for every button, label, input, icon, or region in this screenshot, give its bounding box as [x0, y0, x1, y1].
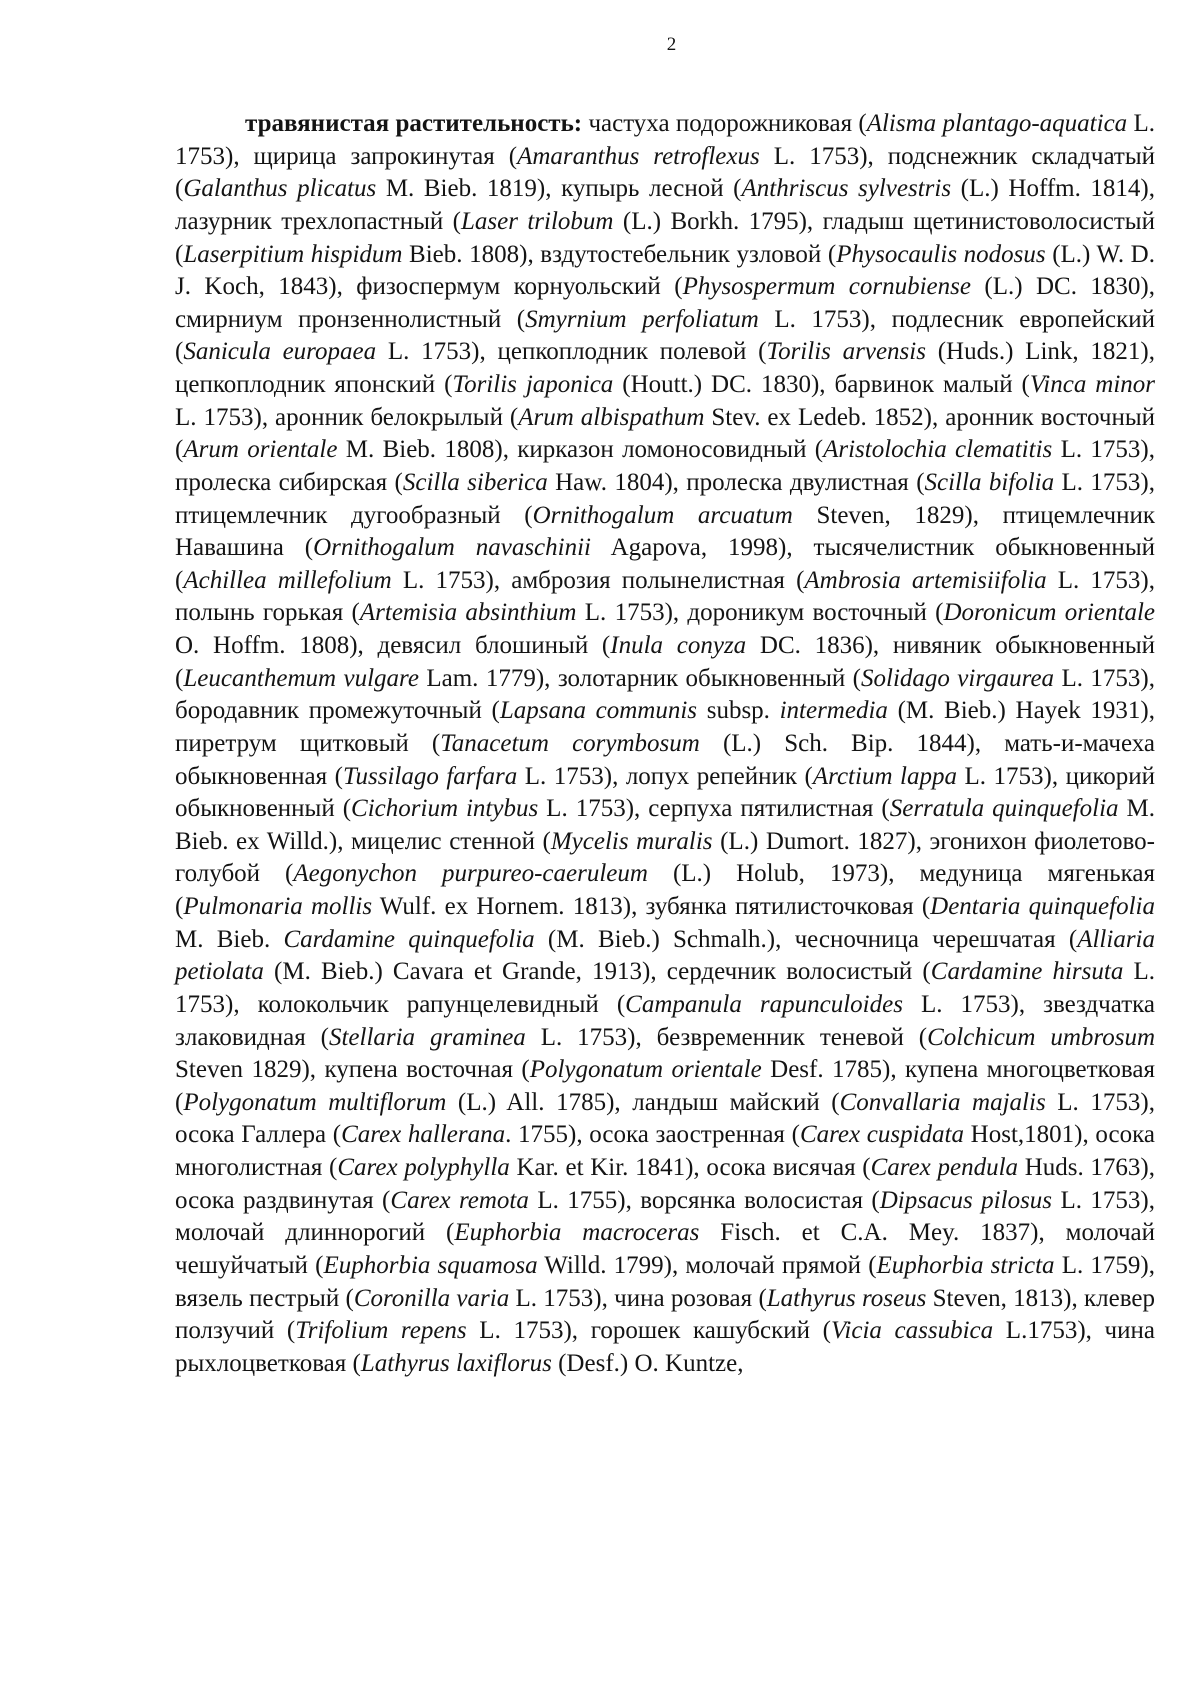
text-run: M. Bieb. 1819), купырь лесной ( — [376, 175, 742, 203]
species-latin-name: Carex remota — [390, 1186, 529, 1214]
text-run: L. 1753), щирица запрокинутая ( — [175, 110, 1155, 170]
species-latin-name: Artemisia absinthium — [359, 599, 577, 627]
species-latin-name: Euphorbia macroceras — [454, 1219, 700, 1247]
text-run: (L.) All. 1785), ландыш майский ( — [446, 1088, 840, 1116]
species-latin-name: Doronicum orientale — [943, 599, 1155, 627]
species-latin-name: Achillea millefolium — [183, 566, 392, 594]
text-run: L. 1753), птицемлечник дугообразный ( — [175, 468, 1155, 529]
species-latin-name: Galanthus plicatus — [183, 175, 377, 203]
species-latin-name: Ambrosia artemisiifolia — [804, 566, 1047, 594]
text-run: DC. 1836), нивяник обыкновенный ( — [175, 632, 1155, 692]
text-run: (M. Bieb.) Cavara et Grande, 1913), сердечник волосистый ( — [263, 958, 931, 986]
text-run: L. 1753), подснежник складчатый ( — [175, 142, 1156, 203]
text-run: Steven, 1813), клевер ползучий ( — [175, 1284, 1155, 1345]
species-latin-name: Anthriscus sylvestris — [741, 175, 952, 203]
text-run: (L.) Hoffm. 1814), лазурник трехлопастный ( — [175, 175, 1155, 235]
species-latin-name: Arctium lappa — [812, 762, 957, 790]
species-latin-name: Physospermum cornubiense — [682, 273, 971, 301]
species-latin-name: Alliaria petiolata — [175, 925, 1156, 986]
text-run: Fisch. et C.A. Mey. 1837), молочай чешуйчатый ( — [175, 1219, 1155, 1279]
text-run: (L.) Sch. Bip. 1844), мать-и-мачеха обыкновенная ( — [175, 729, 1155, 790]
text-run: Wulf. ex Hornem. 1813), зубянка пятилисточковая ( — [372, 893, 931, 920]
text-run: Steven 1829), купена восточная ( — [175, 1056, 530, 1084]
species-latin-name: Stellaria graminea — [328, 1023, 526, 1051]
text-run: M. Bieb. — [175, 925, 284, 953]
species-latin-name: Carex cuspidata — [799, 1121, 964, 1149]
text-run: Host,1801), осока многолистная ( — [175, 1121, 1155, 1181]
species-latin-name: Vicia cassubica — [830, 1317, 994, 1345]
text-run: L. 1753), звездчатка злаковидная ( — [175, 990, 1155, 1051]
text-run: Lam. 1779), золотарник обыкновенный ( — [418, 664, 861, 692]
species-latin-name: Lapsana communis — [499, 697, 698, 725]
text-run: L. 1753), безвременник теневой ( — [525, 1023, 928, 1051]
species-latin-name: Arum orientale — [183, 436, 338, 464]
species-latin-name: Lathyrus roseus — [766, 1284, 927, 1312]
species-latin-name: Serratula quinquefolia — [889, 795, 1119, 823]
text-run: Desf. 1785), купена многоцветковая ( — [175, 1056, 1155, 1116]
text-run: L. 1753), цепкоплодник полевой ( — [376, 338, 767, 366]
text-run: L. 1755), ворсянка волосистая ( — [528, 1186, 880, 1214]
species-latin-name: Tanacetum corymbosum — [440, 729, 700, 757]
text-run: L. 1753), пролеска сибирская ( — [175, 436, 1155, 496]
text-run: L. 1753), аронник белокрылый ( — [175, 403, 519, 431]
text-run: частуха подорожниковая ( — [582, 110, 867, 137]
species-latin-name: Trifolium repens — [295, 1317, 467, 1345]
species-latin-name: Carex pendula — [870, 1154, 1019, 1181]
species-latin-name: Polygonatum orientale — [529, 1056, 762, 1084]
species-latin-name: Dipsacus pilosus — [879, 1186, 1053, 1214]
text-run: (L.) Borkh. 1795), гладыш щетинистоволосистый ( — [175, 207, 1155, 268]
text-run: M. Bieb. 1808), кирказон ломоносовидный ( — [337, 436, 824, 464]
species-latin-name: Mycelis muralis — [550, 827, 713, 855]
text-run: L. 1753), амброзия полынелистная ( — [391, 566, 805, 594]
paragraph-heading: травянистая растительность: — [245, 110, 583, 137]
text-run: Steven, 1829), птицемлечник Навашина ( — [175, 501, 1156, 562]
text-run: L. 1753), подлесник европейский ( — [175, 305, 1155, 366]
text-run: (M. Bieb.) Hayek 1931), пиретрум щитковый ( — [175, 697, 1155, 757]
text-run: L.1753), чина рыхлоцветковая ( — [175, 1317, 1155, 1377]
species-latin-name: Laser trilobum — [460, 207, 614, 235]
species-latin-name: Cichorium intybus — [351, 795, 539, 823]
text-run: Bieb. 1808), вздутостебельник узловой ( — [402, 240, 837, 268]
species-latin-name: Aristolochia clematitis — [823, 436, 1053, 464]
species-latin-name: Carex hallerana — [341, 1121, 506, 1149]
species-latin-name: Carex polyphylla — [337, 1154, 510, 1181]
text-run: L. 1753), серпуха пятилистная ( — [538, 795, 890, 823]
text-run: L. 1753), цикорий обыкновенный ( — [175, 762, 1155, 823]
text-run: Huds. 1763), осока раздвинутая ( — [175, 1154, 1156, 1214]
text-run: Willd. 1799), молочай прямой ( — [537, 1251, 877, 1279]
text-run: subsp. — [697, 697, 780, 725]
text-run: Kar. et Kir. 1841), осока висячая ( — [509, 1154, 871, 1181]
text-run: L. 1753), молочай длиннорогий ( — [175, 1186, 1155, 1247]
body-paragraph — [175, 108, 1155, 1380]
text-run: L. 1759), вязель пестрый ( — [175, 1251, 1155, 1312]
text-run: (Huds.) Link, 1821), цепкоплодник японский ( — [175, 338, 1155, 398]
species-latin-name: Coronilla varia — [353, 1284, 510, 1312]
text-run: L. 1753), чина розовая ( — [509, 1284, 767, 1312]
species-latin-name: Physocaulis nodosus — [836, 240, 1046, 268]
species-latin-name: Cardamine hirsuta — [930, 958, 1124, 986]
species-latin-name: Alisma plantago-aquatica — [866, 110, 1128, 137]
text-run: L. 1753), бородавник промежуточный ( — [175, 664, 1155, 725]
species-latin-name: Arum albispathum — [518, 403, 705, 431]
species-latin-name: Torilis arvensis — [766, 338, 926, 366]
text-run: M. Bieb. ex Willd.), мицелис стенной ( — [175, 795, 1155, 855]
species-latin-name: Dentaria quinquefolia — [930, 893, 1155, 920]
text-run: O. Hoffm. 1808), девясил блошиный ( — [175, 632, 611, 659]
species-latin-name: Scilla siberica — [402, 468, 548, 496]
species-latin-name: Vinca minor — [1029, 371, 1155, 398]
text-run: L. 1753), колокольчик рапунцелевидный ( — [175, 958, 1156, 1018]
text-run: L. 1753), дороникум восточный ( — [576, 599, 944, 627]
text-run: Stev. ex Ledeb. 1852), аронник восточный ( — [175, 403, 1156, 464]
species-latin-name: Polygonatum multiflorum — [183, 1088, 447, 1116]
species-latin-name: Euphorbia squamosa — [323, 1251, 538, 1279]
text-run: (Desf.) O. Kuntze, — [551, 1349, 744, 1377]
species-latin-name: Lathyrus laxiflorus — [360, 1349, 552, 1377]
species-latin-name: Sanicula europaea — [183, 338, 377, 366]
species-latin-name: Smyrnium perfoliatum — [525, 305, 759, 333]
text-run: Agapova, 1998), тысячелистник обыкновенный ( — [175, 534, 1155, 594]
text-run: Haw. 1804), пролеска двулистная ( — [547, 468, 925, 496]
species-latin-name: Ornithogalum arcuatum — [532, 501, 793, 529]
species-latin-name: intermedia — [779, 697, 888, 725]
text-run: (L.) Dumort. 1827), эгонихон фиолетово-голубой ( — [175, 827, 1156, 888]
text-run: (L.) W. D. J. Koch, 1843), физоспермум корнуольский ( — [175, 240, 1155, 301]
text-run: (L.) Holub, 1973), медуница мягенькая ( — [175, 860, 1156, 920]
text-run: L. 1753), лопух репейник ( — [517, 762, 813, 790]
species-latin-name: Campanula rapunculoides — [625, 990, 903, 1018]
species-latin-name: Laserpitium hispidum — [183, 240, 403, 268]
species-latin-name: Tussilago farfara — [342, 762, 518, 790]
species-latin-name: Cardamine quinquefolia — [283, 925, 535, 953]
species-latin-name: Solidago virgaurea — [861, 664, 1055, 692]
text-run: (L.) DC. 1830), смирниум пронзеннолистный ( — [175, 273, 1155, 333]
species-latin-name: Aegonychon purpureo-caeruleum — [293, 860, 648, 888]
species-latin-name: Colchicum umbrosum — [927, 1023, 1155, 1051]
species-latin-name: Amaranthus retroflexus — [517, 142, 760, 170]
text-run: L. 1753), полынь горькая ( — [175, 566, 1155, 627]
text-run: . 1755), осока заостренная ( — [505, 1121, 800, 1149]
species-latin-name: Convallaria majalis — [839, 1088, 1046, 1116]
text-run: (M. Bieb.) Schmalh.), чесночница черешчатая ( — [534, 925, 1078, 953]
text-run: L. 1753), осока Галлера ( — [175, 1088, 1155, 1149]
species-latin-name: Inula conyza — [610, 632, 747, 659]
species-latin-name: Torilis japonica — [452, 371, 614, 398]
text-run: L. 1753), горошек кашубский ( — [466, 1317, 831, 1345]
species-latin-name: Pulmonaria mollis — [183, 893, 373, 920]
text-run: (Houtt.) DC. 1830), барвинок малый ( — [613, 371, 1030, 398]
species-latin-name: Scilla bifolia — [924, 468, 1055, 496]
species-latin-name: Leucanthemum vulgare — [183, 664, 419, 692]
species-latin-name: Euphorbia stricta — [876, 1251, 1055, 1279]
species-latin-name: Ornithogalum navaschinii — [313, 534, 591, 562]
page-number: 2 — [666, 34, 677, 55]
